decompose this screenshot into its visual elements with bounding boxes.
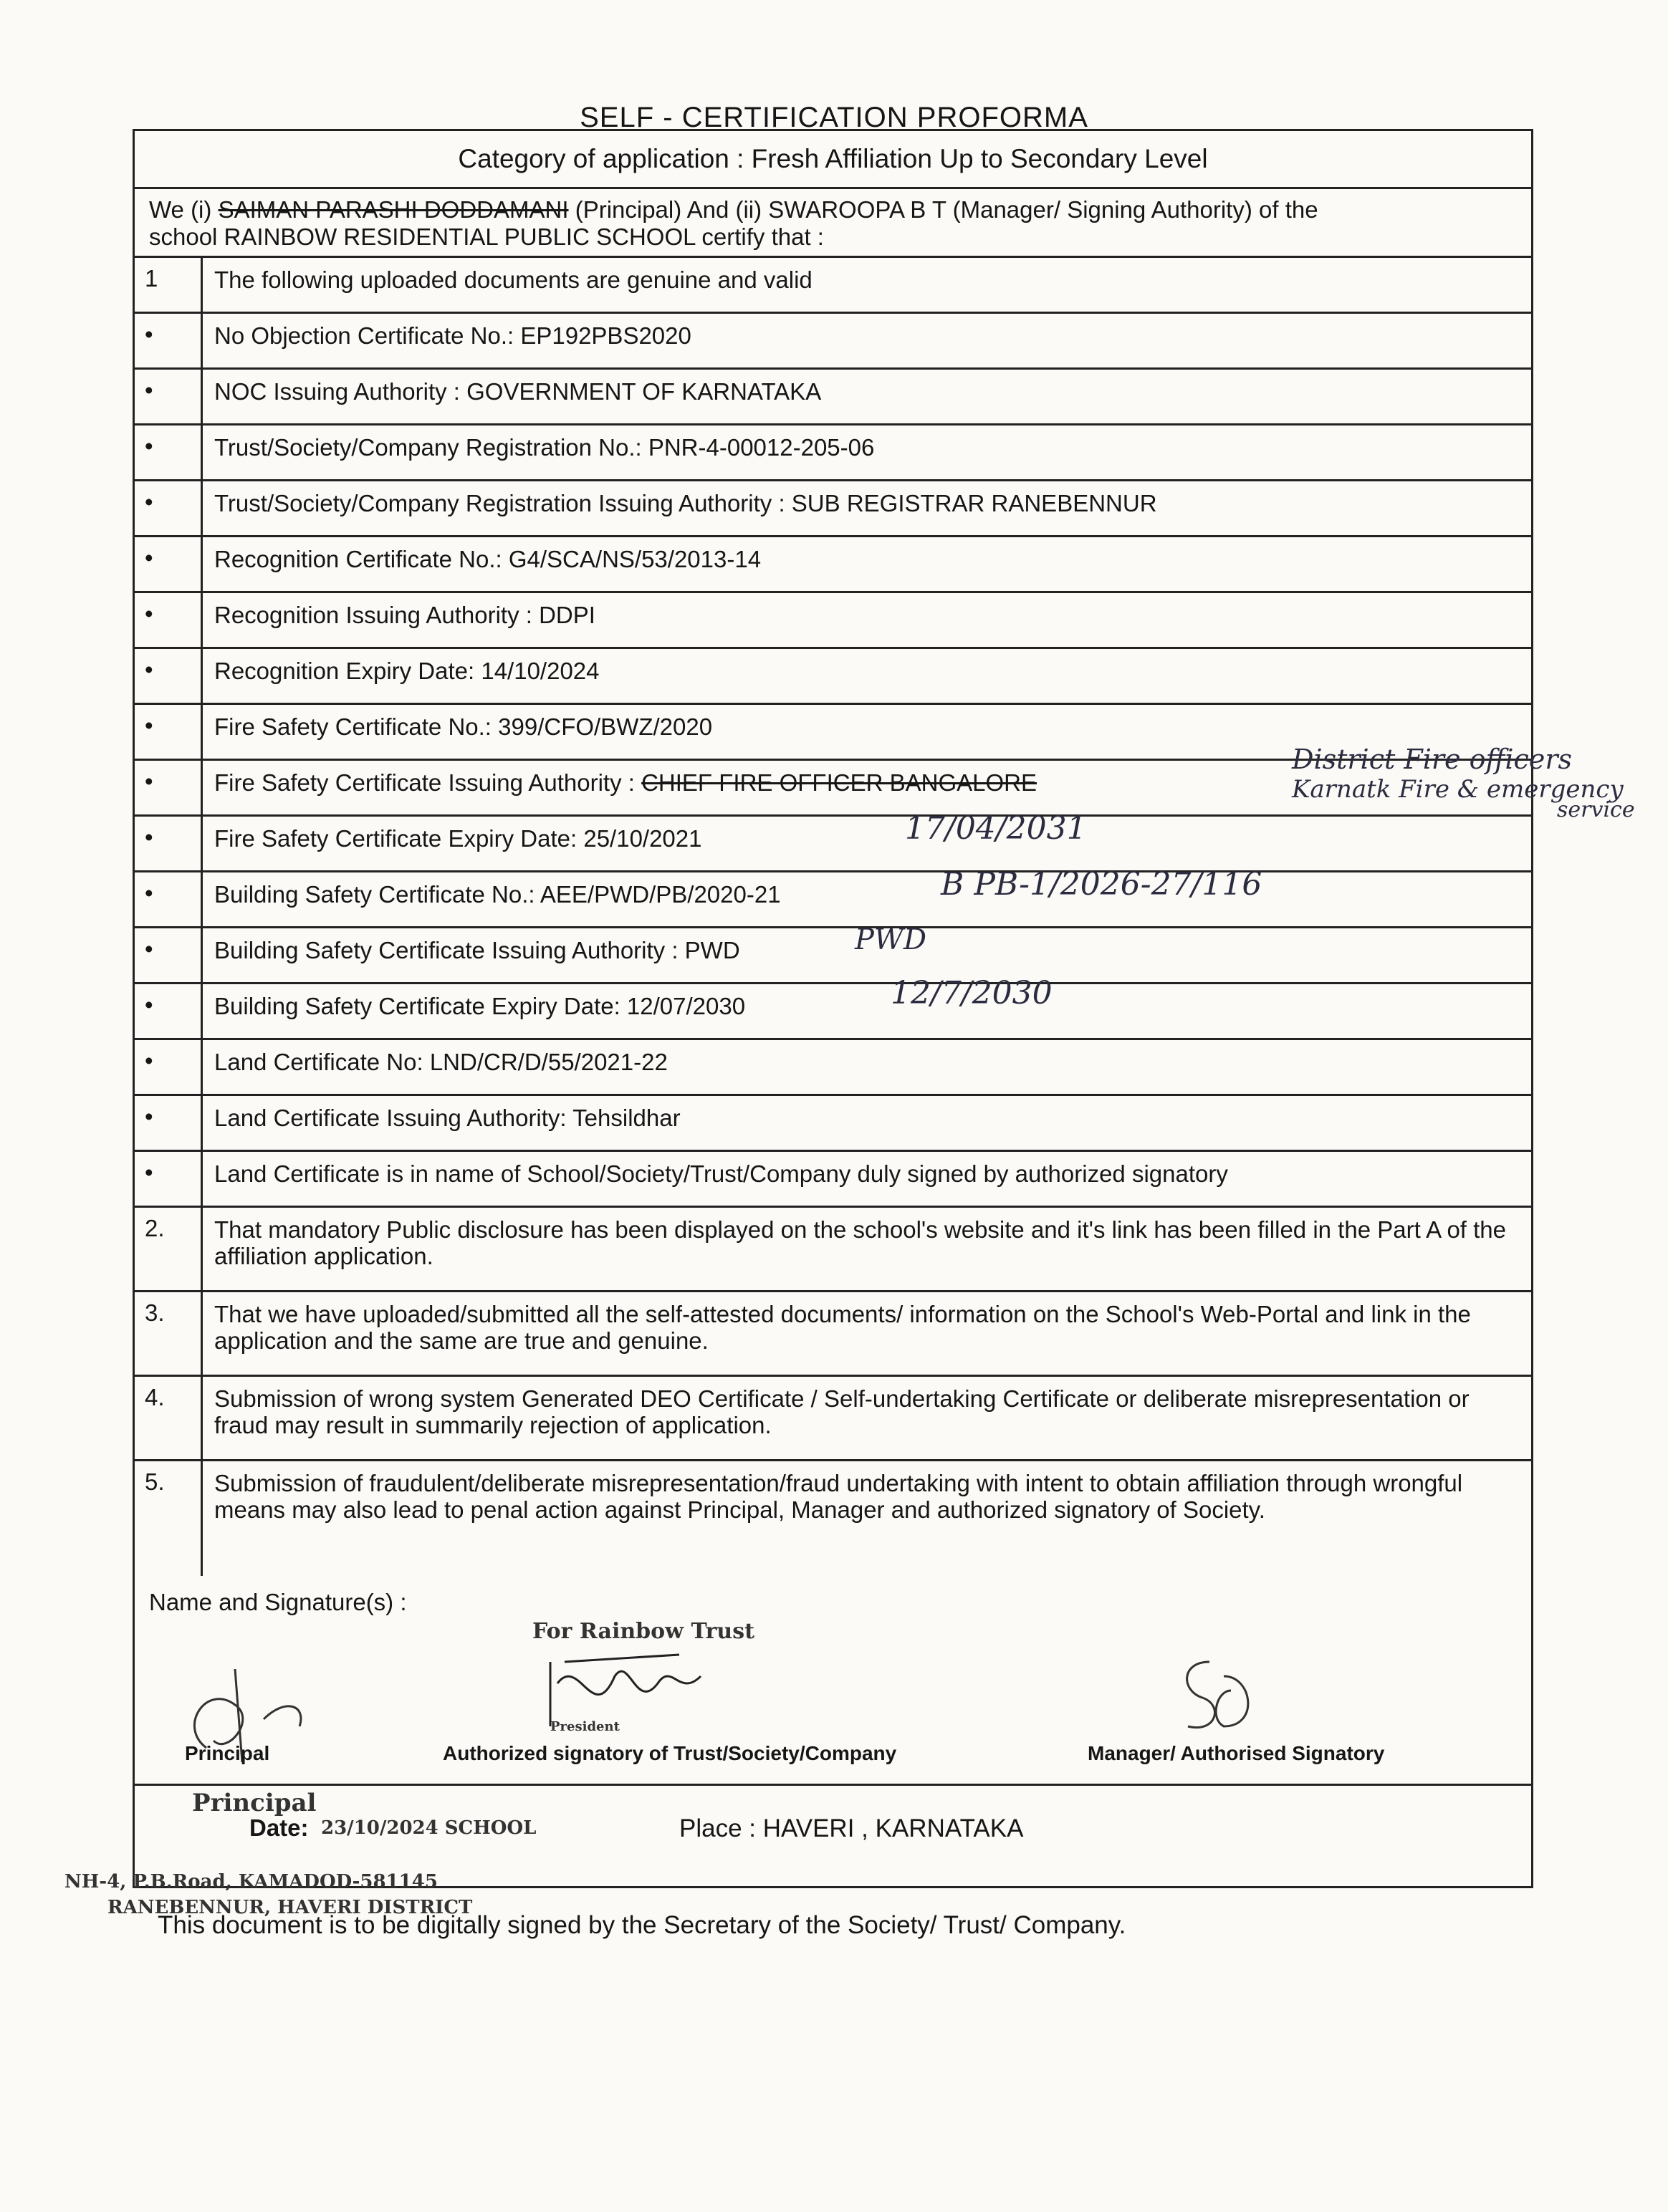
row-number: • [135,1152,203,1206]
handwritten-annotation: PWD [855,923,927,956]
row-text-content: Land Certificate is in name of School/Society/Trust/Company duly signed by authorized signatory [214,1160,1228,1187]
table-row [135,370,1531,425]
row-text [203,1096,1531,1150]
row-number: • [135,705,203,759]
row-number: • [135,817,203,870]
struck-name: SAIMAN PARASHI DODDAMANI [218,196,569,223]
row-text-content: Land Certificate Issuing Authority: Tehsildhar [214,1105,681,1131]
row-text [203,370,1531,423]
row-number: • [135,1040,203,1094]
table-row [135,1377,1531,1461]
row-text [203,1292,1531,1375]
table-row [135,1292,1531,1377]
table-row [135,923,1531,984]
row-number: 1 [135,258,203,312]
row-text-content: Fire Safety Certificate No.: 399/CFO/BWZ/2020 [214,713,713,740]
table-row [135,1152,1531,1208]
principal-label: Principal [185,1742,270,1764]
table-row [135,1461,1531,1576]
intro-statement [135,189,1531,258]
row-text-prefix: Fire Safety Certificate Issuing Authority : [214,769,642,796]
handwritten-annotation: District Fire officers [1292,744,1572,775]
row-text-content: Submission of fraudulent/deliberate misrepresentation/fraud undertaking with intent to obtain affiliation through wrongful means may also lead to penal action against Principal, Manager and authorized signatory of Society. [214,1470,1463,1523]
row-text-content: Building Safety Certificate Expiry Date: 12/07/2030 [214,993,746,1019]
row-number: • [135,425,203,479]
table-row [135,537,1531,593]
table-row [135,425,1531,481]
row-number: • [135,1096,203,1150]
handwritten-annotation: Karnatk Fire & emergency [1292,775,1624,804]
table-row [135,810,1531,872]
row-text [203,1461,1531,1576]
table-row [135,649,1531,705]
table-row [135,314,1531,370]
row-text-content: NOC Issuing Authority : GOVERNMENT OF KARNATAKA [214,378,822,405]
row-text [203,1152,1531,1206]
certification-form [133,129,1635,1888]
table-row [135,593,1531,649]
handwritten-annotation: service [1557,797,1635,822]
handwritten-annotation: 17/04/2031 [905,810,1087,847]
signature-heading: Name and Signature(s) : [149,1589,407,1615]
table-row [135,1040,1531,1096]
row-text-content: That we have uploaded/submitted all the self-attested documents/ information on the School's Web-Portal and link in the application and the same are true and genuine. [214,1301,1471,1354]
row-number: 2. [135,1208,203,1290]
row-number: • [135,370,203,423]
intro-line1: (Principal) And (ii) SWAROOPA B T (Manager/ Signing Authority) of the [575,196,1318,223]
row-text-content: Recognition Issuing Authority : DDPI [214,602,595,628]
stamp-address-line2: RANEBENNUR, HAVERI DISTRICT [107,1897,473,1918]
place-text: Place : HAVERI , KARNATAKA [679,1814,1024,1842]
row-text-content: Building Safety Certificate Issuing Authority : PWD [214,937,740,963]
row-number: • [135,761,203,814]
category-heading: Category of application : Fresh Affiliation Up to Secondary Level [135,131,1531,189]
row-number: • [135,928,203,982]
struck-authority: CHIEF FIRE OFFICER BANGALORE [641,769,1037,796]
footer-note: This document is to be digitally signed by the Secretary of the Society/ Trust/ Company. [158,1911,1126,1939]
row-text [203,258,1531,312]
principal-stamp: Principal [192,1789,317,1817]
row-text-content: The following uploaded documents are genuine and valid [214,266,813,293]
row-text [203,744,1635,822]
row-text-content: That mandatory Public disclosure has been displayed on the school's website and it's link has been filled in the Part A of the affiliation application. [214,1216,1507,1269]
intro-line2: school RAINBOW RESIDENTIAL PUBLIC SCHOOL certify that : [149,223,824,250]
row-text [203,425,1531,479]
stamp-address-line1: NH-4, P.B.Road, KAMADOD-581145 [64,1871,438,1893]
row-text [203,481,1531,535]
row-number: 5. [135,1461,203,1576]
row-number: • [135,872,203,926]
row-text-content: Trust/Society/Company Registration No.: PNR-4-00012-205-06 [214,434,875,461]
row-text [203,866,1531,926]
intro-prefix: We (i) [149,196,212,223]
row-text-content: Land Certificate No: LND/CR/D/55/2021-22 [214,1049,668,1075]
signature-block [135,1576,1531,1786]
row-text-content: Trust/Society/Company Registration Issuing Authority : SUB REGISTRAR RANEBENNUR [214,490,1157,516]
row-number: 3. [135,1292,203,1375]
row-text [203,1377,1531,1459]
row-number: • [135,481,203,535]
date-stamp: 23/10/2024 SCHOOL [321,1817,537,1839]
row-text-content: Recognition Certificate No.: G4/SCA/NS/53/2013-14 [214,546,762,572]
handwritten-annotation: 12/7/2030 [891,975,1053,1011]
row-number: • [135,593,203,647]
table-row [135,1096,1531,1152]
authorized-signatory-label: Authorized signatory of Trust/Society/Company [443,1742,897,1764]
row-text [203,1208,1531,1290]
row-text-content: Recognition Expiry Date: 14/10/2024 [214,658,600,684]
table-row [135,975,1531,1040]
row-text [203,593,1531,647]
row-text-content: No Objection Certificate No.: EP192PBS2020 [214,322,691,349]
row-number: • [135,537,203,591]
row-text [203,923,1531,982]
row-number: • [135,314,203,367]
table-row [135,481,1531,537]
trust-stamp: For Rainbow Trust [532,1619,754,1644]
manager-label: Manager/ Authorised Signatory [1088,1742,1385,1764]
row-text-content: Submission of wrong system Generated DEO Certificate / Self-undertaking Certificate or deliberate misrepresentation or fraud may result in summarily rejection of application. [214,1385,1470,1438]
trust-signature-icon [536,1633,751,1741]
document-title: SELF - CERTIFICATION PROFORMA [580,102,1088,133]
row-number: 4. [135,1377,203,1459]
president-stamp: President [550,1719,620,1734]
table-row [135,866,1531,928]
row-text [203,1040,1531,1094]
table-row [135,744,1635,822]
row-text [203,537,1531,591]
table-row [135,258,1531,314]
row-text [203,810,1531,870]
row-text [203,314,1531,367]
row-number: • [135,649,203,703]
row-text-content: Fire Safety Certificate Expiry Date: 25/10/2021 [214,825,702,852]
row-number: • [135,984,203,1038]
date-label: Date: [249,1814,309,1841]
table-row [135,1208,1531,1292]
row-text [203,649,1531,703]
handwritten-annotation: B PB-1/2026-27/116 [941,866,1262,903]
row-text [203,975,1531,1038]
rows-container [135,258,1635,1576]
manager-signature-icon [1152,1648,1267,1755]
row-text-content: Building Safety Certificate No.: AEE/PWD/PB/2020-21 [214,881,781,908]
